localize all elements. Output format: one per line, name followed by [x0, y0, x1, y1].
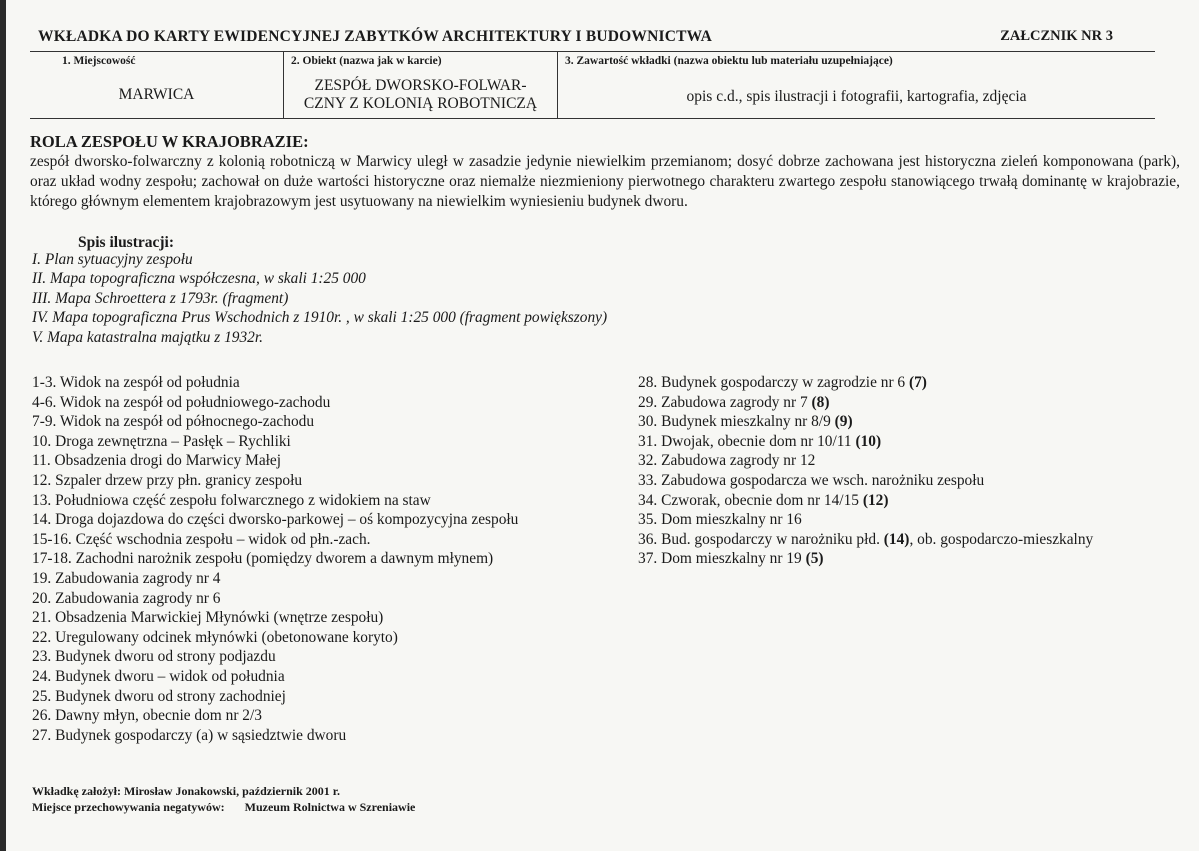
- list-item: 4-6. Widok na zespół od południowego-zachodu: [32, 393, 331, 411]
- list-item: I. Plan sytuacyjny zespołu: [32, 251, 193, 268]
- document-title: WKŁADKA DO KARTY EWIDENCYJNEJ ZABYTKÓW ARCHITEKTURY I BUDOWNICTWA: [38, 28, 713, 45]
- list-item: 14. Droga dojazdowa do części dworsko-parkowej – oś kompozycyjna zespołu: [32, 511, 519, 529]
- footer-storage-value: Muzeum Rolnictwa w Szreniawie: [244, 800, 416, 814]
- object-value: [284, 77, 557, 113]
- list-item: 10. Droga zewnętrzna – Pasłęk – Rychliki: [32, 432, 291, 450]
- list-item: 32. Zabudowa zagrody nr 12: [638, 452, 816, 470]
- list-item: II. Mapa topograficzna współczesna, w skali 1:25 000: [32, 270, 366, 288]
- footer-storage: [32, 800, 415, 815]
- list-item: V. Mapa katastralna majątku z 1932r.: [32, 328, 264, 346]
- list-item: 12. Szpaler drzew przy płn. granicy zespołu: [32, 471, 303, 489]
- list-item: 25. Budynek dworu od strony zachodniej: [32, 687, 286, 705]
- list-item: 36. Bud. gospodarczy w narożniku płd. (14), ob. gospodarczo-mieszkalny: [638, 530, 1094, 548]
- list-item: 22. Uregulowany odcinek młynówki (obetonowane koryto): [32, 628, 398, 646]
- list-item: 37. Dom mieszkalny nr 19 (5): [638, 550, 824, 568]
- form-bottom-rule: [30, 118, 1155, 119]
- list-item: 11. Obsadzenia drogi do Marwicy Małej: [32, 452, 282, 470]
- locality-label: 1. Miejscowość: [62, 55, 136, 67]
- list-item: 13. Południowa część zespołu folwarcznego z widokiem na staw: [32, 491, 431, 509]
- landscape-heading: ROLA ZESPOŁU W KRAJOBRAZIE:: [30, 132, 309, 151]
- photos-list-right: [638, 373, 1093, 569]
- list-item: 34. Czworak, obecnie dom nr 14/15 (12): [638, 491, 889, 509]
- locality-value: MARWICA: [118, 86, 195, 103]
- list-item: 28. Budynek gospodarczy w zagrodzie nr 6 (7): [638, 374, 927, 391]
- list-item: 33. Zabudowa gospodarcza we wsch. narożniku zespołu: [638, 471, 985, 489]
- form-top-rule: [30, 51, 1155, 52]
- photos-list-left: [32, 373, 518, 745]
- annex-number: ZAŁCZNIK NR 3: [1000, 28, 1113, 44]
- list-item: 30. Budynek mieszkalny nr 8/9 (9): [638, 413, 853, 431]
- list-item: 20. Zabudowania zagrody nr 6: [32, 589, 221, 607]
- list-item: 26. Dawny młyn, obecnie dom nr 2/3: [32, 707, 262, 725]
- list-item: 24. Budynek dworu – widok od południa: [32, 667, 285, 685]
- list-item: IV. Mapa topograficzna Prus Wschodnich z 1910r. , w skali 1:25 000 (fragment powiększony): [32, 309, 608, 327]
- footer-author: Wkładkę założył: Mirosław Jonakowski, październik 2001 r.: [32, 784, 341, 798]
- illustrations-list: [32, 250, 607, 347]
- scan-edge: [0, 0, 6, 851]
- list-item: III. Mapa Schroettera z 1793r. (fragment): [32, 289, 289, 307]
- content-label: 3. Zawartość wkładki (nazwa obiektu lub materiału uzupełniające): [565, 55, 893, 67]
- list-item: 7-9. Widok na zespół od północnego-zachodu: [32, 413, 315, 431]
- form-divider-2: [557, 51, 558, 118]
- list-item: 21. Obsadzenia Marwickiej Młynówki (wnętrze zespołu): [32, 609, 384, 627]
- object-value-line-1: ZESPÓŁ DWORSKO-FOLWAR-: [314, 77, 527, 94]
- footer-storage-label: Miejsce przechowywania negatywów:: [32, 800, 225, 814]
- list-item: 1-3. Widok na zespół od południa: [32, 374, 240, 391]
- landscape-text: zespół dworsko-folwarczny z kolonią robotniczą w Marwicy uległ w zasadzie jedynie niewielkim przemianom; dosyć dobrze zachowana jest historyczna zieleń komponowana (park), oraz układ wodny zespołu; zachował on duże wartości historyczne oraz niemalże niezmieniony pierwotnego charakteru zwartego zespołu stanowiącego trwałą dominantę w krajobrazie, którego głównym elementem krajobrazowym jest usytuowany na niewielkim wyniesieniu budynek dworu.: [30, 153, 1180, 210]
- list-item: 15-16. Część wschodnia zespołu – widok od płn.-zach.: [32, 530, 371, 548]
- object-label: 2. Obiekt (nazwa jak w karcie): [291, 55, 442, 67]
- list-item: 35. Dom mieszkalny nr 16: [638, 511, 802, 529]
- illustrations-heading: Spis ilustracji:: [78, 234, 175, 251]
- content-value: opis c.d., spis ilustracji i fotografii, kartografia, zdjęcia: [686, 88, 1027, 105]
- list-item: 17-18. Zachodni narożnik zespołu (pomiędzy dworem a dawnym młynem): [32, 550, 494, 568]
- object-value-line-2: CZNY Z KOLONIĄ ROBOTNICZĄ: [303, 95, 538, 112]
- list-item: 23. Budynek dworu od strony podjazdu: [32, 648, 276, 666]
- list-item: 29. Zabudowa zagrody nr 7 (8): [638, 393, 830, 411]
- list-item: 31. Dwojak, obecnie dom nr 10/11 (10): [638, 432, 882, 450]
- list-item: 27. Budynek gospodarczy (a) w sąsiedztwie dworu: [32, 726, 347, 744]
- list-item: 19. Zabudowania zagrody nr 4: [32, 569, 221, 587]
